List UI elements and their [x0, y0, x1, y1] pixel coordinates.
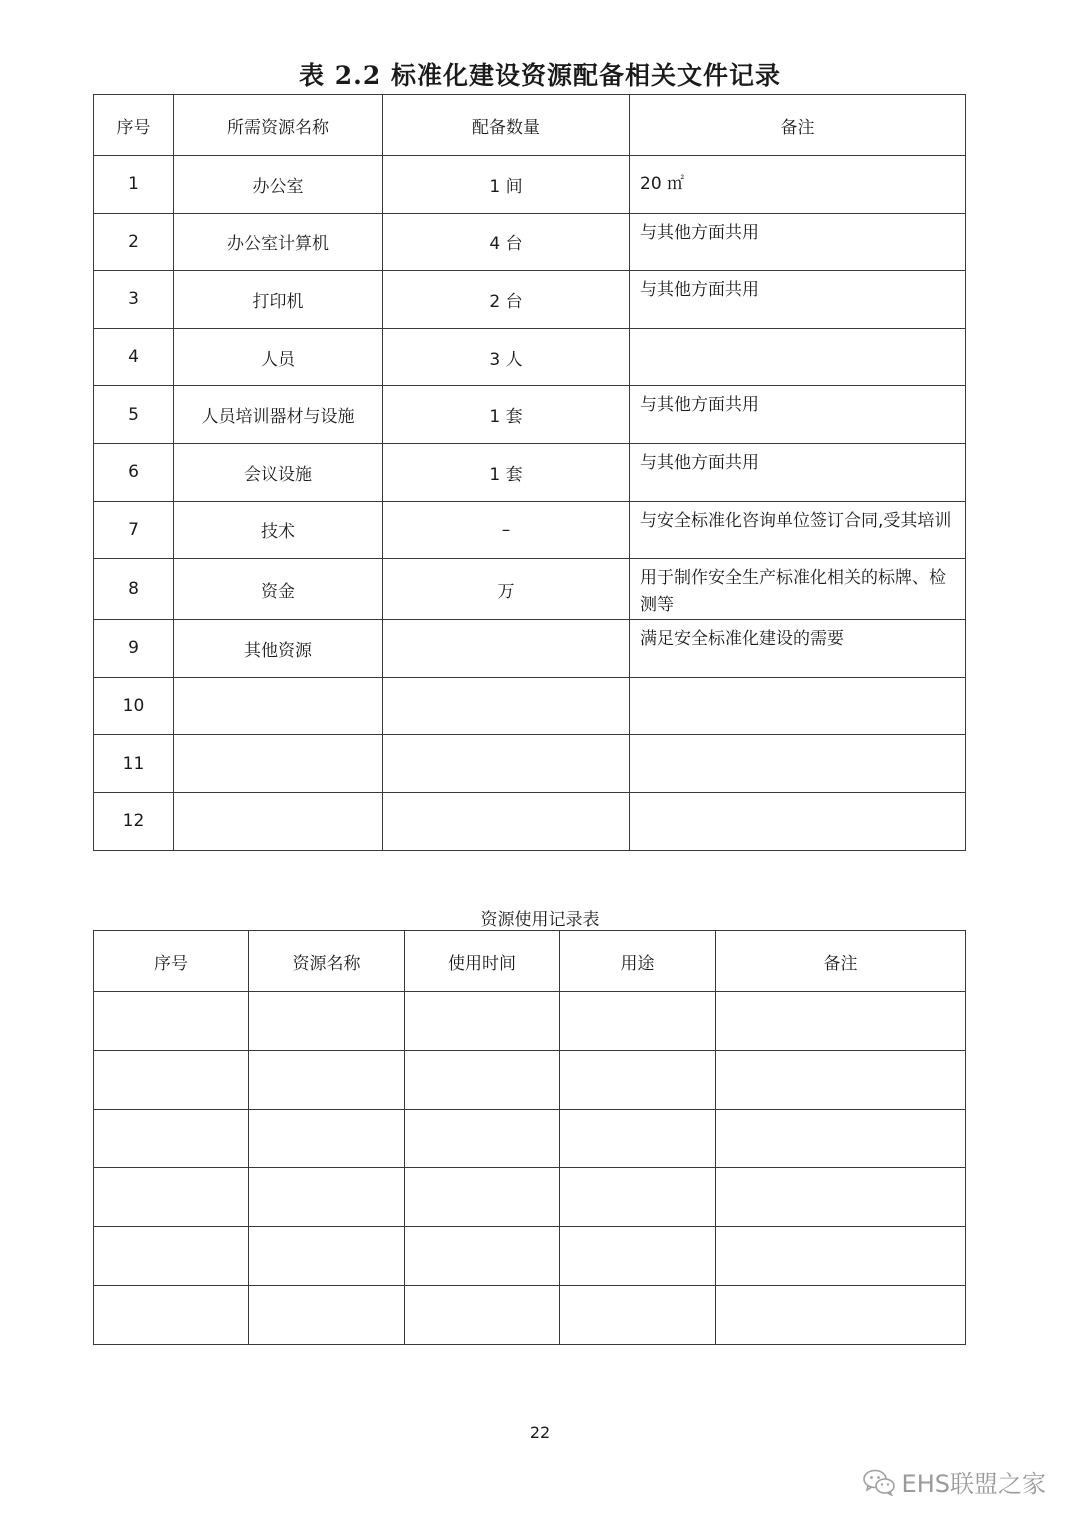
row-name: [174, 735, 383, 793]
row-note: 与其他方面共用: [630, 443, 966, 501]
table-header-row: [94, 931, 966, 992]
row-note: [630, 677, 966, 735]
empty-cell: [405, 1285, 560, 1344]
table-row: [94, 677, 966, 735]
header-usage-time: 使用时间: [405, 931, 560, 992]
row-no: 12: [94, 792, 174, 850]
row-no: 5: [94, 386, 174, 444]
resource-allocation-table: [93, 94, 966, 851]
empty-cell: [716, 1050, 966, 1109]
header-no: 序号: [94, 95, 174, 156]
header-no: 序号: [94, 931, 249, 992]
table-row: [94, 213, 966, 271]
row-name: 会议设施: [174, 443, 383, 501]
empty-cell: [249, 1050, 405, 1109]
row-no: 11: [94, 735, 174, 793]
row-name: 办公室: [174, 156, 383, 214]
header-note: 备注: [716, 931, 966, 992]
row-note: 满足安全标准化建设的需要: [630, 620, 966, 678]
row-qty: [383, 677, 630, 735]
empty-cell: [716, 1109, 966, 1168]
row-note: 与其他方面共用: [630, 386, 966, 444]
row-qty: [383, 735, 630, 793]
empty-cell: [405, 1227, 560, 1286]
row-note: 用于制作安全生产标准化相关的标牌、检测等: [630, 559, 966, 620]
empty-cell: [249, 1109, 405, 1168]
row-no: 9: [94, 620, 174, 678]
row-name: 人员培训器材与设施: [174, 386, 383, 444]
row-qty: [383, 620, 630, 678]
watermark: [862, 1464, 1046, 1499]
row-qty: –: [383, 501, 630, 559]
row-qty: [383, 792, 630, 850]
row-qty: 1 套: [383, 386, 630, 444]
header-purpose: 用途: [560, 931, 716, 992]
table-row: [94, 559, 966, 620]
row-note: [630, 792, 966, 850]
page-number: 22: [529, 1423, 551, 1442]
row-name: [174, 677, 383, 735]
row-note: 20 ㎡: [630, 156, 966, 214]
empty-cell: [249, 992, 405, 1051]
empty-cell: [560, 992, 716, 1051]
table-row: [94, 501, 966, 559]
empty-cell: [405, 992, 560, 1051]
row-note: 与其他方面共用: [630, 271, 966, 329]
empty-cell: [560, 1227, 716, 1286]
table-row: [94, 443, 966, 501]
row-no: 7: [94, 501, 174, 559]
row-no: 3: [94, 271, 174, 329]
row-note: 与其他方面共用: [630, 213, 966, 271]
row-qty: 4 台: [383, 213, 630, 271]
row-no: 10: [94, 677, 174, 735]
row-name: 技术: [174, 501, 383, 559]
table-row: [94, 620, 966, 678]
empty-cell: [560, 1109, 716, 1168]
row-qty: 万: [383, 559, 630, 620]
empty-cell: [405, 1109, 560, 1168]
empty-cell: [94, 1168, 249, 1227]
row-name: 打印机: [174, 271, 383, 329]
empty-cell: [716, 1285, 966, 1344]
table-row: [94, 328, 966, 386]
row-name: 其他资源: [174, 620, 383, 678]
row-qty: 1 套: [383, 443, 630, 501]
empty-cell: [716, 1227, 966, 1286]
resource-usage-table: [93, 930, 966, 1345]
table-row: [94, 1285, 966, 1344]
empty-cell: [249, 1227, 405, 1286]
row-name: 资金: [174, 559, 383, 620]
row-no: 2: [94, 213, 174, 271]
empty-cell: [560, 1285, 716, 1344]
table-row: [94, 156, 966, 214]
watermark-text: EHS联盟之家: [901, 1470, 1046, 1498]
table-row: [94, 992, 966, 1051]
table-row: [94, 271, 966, 329]
empty-cell: [94, 992, 249, 1051]
empty-cell: [560, 1168, 716, 1227]
empty-cell: [94, 1285, 249, 1344]
row-qty: 3 人: [383, 328, 630, 386]
header-resource-name: 资源名称: [249, 931, 405, 992]
table-row: [94, 735, 966, 793]
empty-cell: [405, 1168, 560, 1227]
row-no: 6: [94, 443, 174, 501]
usage-table-title: 资源使用记录表: [480, 910, 600, 930]
empty-cell: [94, 1109, 249, 1168]
empty-cell: [560, 1050, 716, 1109]
empty-cell: [716, 1168, 966, 1227]
header-note: 备注: [630, 95, 966, 156]
wechat-icon: [862, 1468, 896, 1496]
row-qty: 2 台: [383, 271, 630, 329]
empty-cell: [405, 1050, 560, 1109]
empty-cell: [249, 1285, 405, 1344]
table-header-row: [94, 95, 966, 156]
row-no: 1: [94, 156, 174, 214]
row-no: 4: [94, 328, 174, 386]
table-row: [94, 1050, 966, 1109]
table-row: [94, 386, 966, 444]
row-note: 与安全标准化咨询单位签订合同,受其培训: [630, 501, 966, 559]
row-note: [630, 328, 966, 386]
empty-cell: [94, 1050, 249, 1109]
row-note: [630, 735, 966, 793]
empty-cell: [716, 992, 966, 1051]
row-name: 人员: [174, 328, 383, 386]
table-row: [94, 1109, 966, 1168]
header-quantity: 配备数量: [383, 95, 630, 156]
table-row: [94, 1168, 966, 1227]
row-name: [174, 792, 383, 850]
row-qty: 1 间: [383, 156, 630, 214]
empty-cell: [249, 1168, 405, 1227]
row-name: 办公室计算机: [174, 213, 383, 271]
document-title: 表 2.2 标准化建设资源配备相关文件记录: [299, 61, 781, 90]
header-resource-name: 所需资源名称: [174, 95, 383, 156]
row-no: 8: [94, 559, 174, 620]
table-row: [94, 1227, 966, 1286]
table-row: [94, 792, 966, 850]
empty-cell: [94, 1227, 249, 1286]
